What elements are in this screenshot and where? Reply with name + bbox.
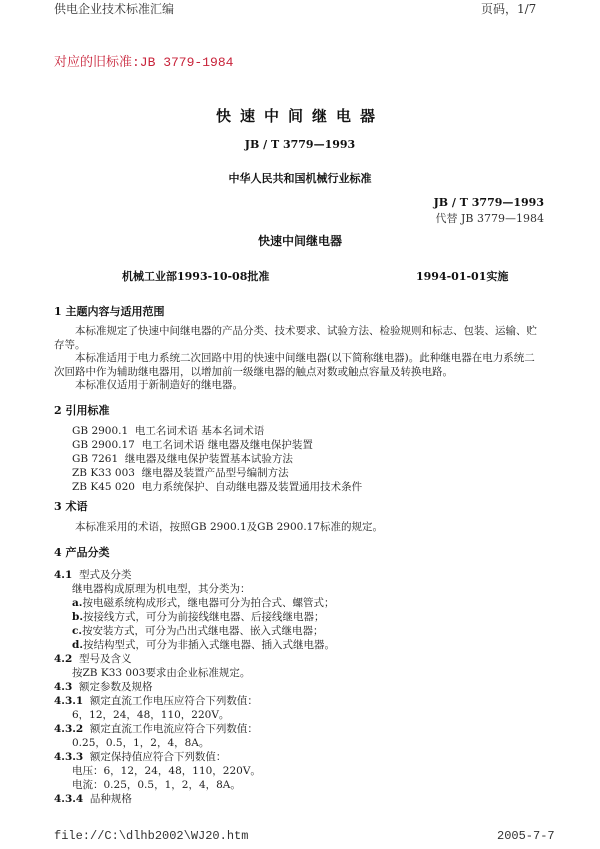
subsection-number: 4.3.4 xyxy=(54,793,84,805)
section-3-paragraph: 本标准采用的术语，按照GB 2900.1及GB 2900.17标准的规定。 xyxy=(75,521,384,533)
reference-title: 电工名词术语 基本名词术语 xyxy=(134,425,265,437)
reference-item xyxy=(72,466,362,480)
subsection-4-3-2 xyxy=(54,722,335,736)
cover-standard-code: JB / T 3779—1993 xyxy=(244,138,356,151)
section-heading-3: 3 术语 xyxy=(54,500,88,513)
document-title: 快速中间继电器 xyxy=(257,234,342,248)
section-heading-2: 2 引用标准 xyxy=(54,404,110,417)
subsection-number: 4.2 xyxy=(54,653,73,665)
reference-code: ZB K33 003 xyxy=(72,467,135,479)
section-1-p2-line2: 次回路中作为辅助继电器用，以增加前一级继电器的触点对数或触点容量及转换电路。 xyxy=(54,365,453,378)
subsection-title: 型式及分类 xyxy=(78,569,132,581)
section-1-p1-line2: 存等。 xyxy=(54,338,86,351)
subsection-title: 额定直流工作电压应符合下列数值： xyxy=(89,695,258,707)
subsection-4-1-intro: 继电器构成原理为机电型，其分类为： xyxy=(72,583,251,595)
subsection-number: 4.3.2 xyxy=(54,723,84,735)
section-1-paragraph-2 xyxy=(54,352,550,379)
classification-item-b xyxy=(54,610,335,624)
item-text: 按接线方式，可分为前接线继电器、后接线继电器； xyxy=(83,611,325,623)
subsection-title: 型号及含义 xyxy=(78,653,132,665)
cover-issuer: 中华人民共和国机械行业标准 xyxy=(228,172,372,185)
reference-code: GB 2900.1 xyxy=(72,425,129,437)
subsection-number: 4.3 xyxy=(54,681,73,693)
reference-title: 继电器及装置产品型号编制方法 xyxy=(141,467,289,479)
holding-current-values: 电流：0.25，0.5，1，2，4，8A。 xyxy=(72,779,241,791)
subsection-number: 4.1 xyxy=(54,569,73,581)
reference-title: 继电器及继电保护装置基本试验方法 xyxy=(124,453,293,465)
classification-item-a xyxy=(54,596,335,610)
item-text: 按电磁系统构成形式，继电器可分为拍合式、螺管式； xyxy=(82,597,335,609)
reference-code: GB 7261 xyxy=(72,453,119,465)
item-text: 按安装方式，可分为凸出式继电器、嵌入式继电器； xyxy=(82,625,324,637)
header-page-number: 页码，1/7 xyxy=(481,2,537,16)
rated-current-values: 0.25，0.5，1，2，4，8A。 xyxy=(72,737,210,749)
subsection-title: 额定直流工作电流应符合下列数值： xyxy=(89,723,258,735)
section-1-paragraph-3 xyxy=(54,379,550,393)
approval-date: 机械工业部1993-10-08批准 xyxy=(122,270,270,283)
item-marker: c. xyxy=(72,625,83,637)
item-marker: d. xyxy=(72,639,83,651)
subsection-title: 额定保持值应符合下列数值： xyxy=(89,751,227,763)
rated-voltage-values: 6，12，24，48，110，220V。 xyxy=(72,709,230,721)
standard-code: JB / T 3779—1993 xyxy=(433,196,544,209)
reference-title: 电力系统保护、自动继电器及装置通用技术条件 xyxy=(141,481,363,493)
section-heading-1: 1 主题内容与适用范围 xyxy=(54,305,165,318)
reference-item xyxy=(72,438,362,452)
subsection-4-3-4 xyxy=(54,792,335,806)
footer-file-path: file://C:\dlhb2002\WJ20.htm xyxy=(54,829,249,843)
item-marker: b. xyxy=(72,611,83,623)
cover-title: 快速中间继电器 xyxy=(215,107,384,125)
subsection-title: 额定参数及规格 xyxy=(78,681,153,693)
item-marker: a. xyxy=(72,597,83,609)
subsection-4-3-1 xyxy=(54,694,335,708)
subsection-number: 4.3.1 xyxy=(54,695,84,707)
subsection-title: 品种规格 xyxy=(89,793,132,805)
subsection-4-3 xyxy=(54,680,335,694)
item-text: 按结构型式，可分为非插入式继电器、插入式继电器。 xyxy=(83,639,335,651)
section-4-body xyxy=(54,568,335,806)
holding-voltage-values: 电压：6，12，24，48，110，220V。 xyxy=(72,765,261,777)
subsection-4-2-text: 按ZB K33 003要求由企业标准规定。 xyxy=(72,667,251,679)
subsection-number: 4.3.3 xyxy=(54,751,84,763)
reference-item xyxy=(72,424,362,438)
reference-item xyxy=(72,452,362,466)
replaces-standard: 代替 JB 3779—1984 xyxy=(435,212,544,225)
old-standard-note: 对应的旧标准:JB 3779-1984 xyxy=(54,55,234,70)
section-heading-4: 4 产品分类 xyxy=(54,546,110,559)
effective-date: 1994-01-01实施 xyxy=(416,270,509,283)
reference-item xyxy=(72,480,362,494)
section-1-p3-text: 本标准仅适用于新制造好的继电器。 xyxy=(75,379,243,391)
reference-code: GB 2900.17 xyxy=(72,439,135,451)
reference-standards-list xyxy=(72,424,362,494)
reference-title: 电工名词术语 继电器及继电保护装置 xyxy=(141,439,313,451)
subsection-4-3-3 xyxy=(54,750,335,764)
section-1-paragraph-1 xyxy=(54,325,550,352)
reference-code: ZB K45 020 xyxy=(72,481,135,493)
classification-item-c xyxy=(54,624,335,638)
header-collection-title: 供电企业技术标准汇编 xyxy=(54,2,175,16)
footer-date: 2005-7-7 xyxy=(497,829,555,843)
section-1-p2-line1: 本标准适用于电力系统二次回路中用的快速中间继电器(以下简称继电器)。此种继电器在电力系统二 xyxy=(75,352,535,364)
subsection-4-1 xyxy=(54,568,335,582)
subsection-4-2 xyxy=(54,652,335,666)
section-1-p1-line1: 本标准规定了快速中间继电器的产品分类、技术要求、试验方法、检验规则和标志、包装、运输、贮 xyxy=(75,325,537,337)
classification-item-d xyxy=(54,638,335,652)
